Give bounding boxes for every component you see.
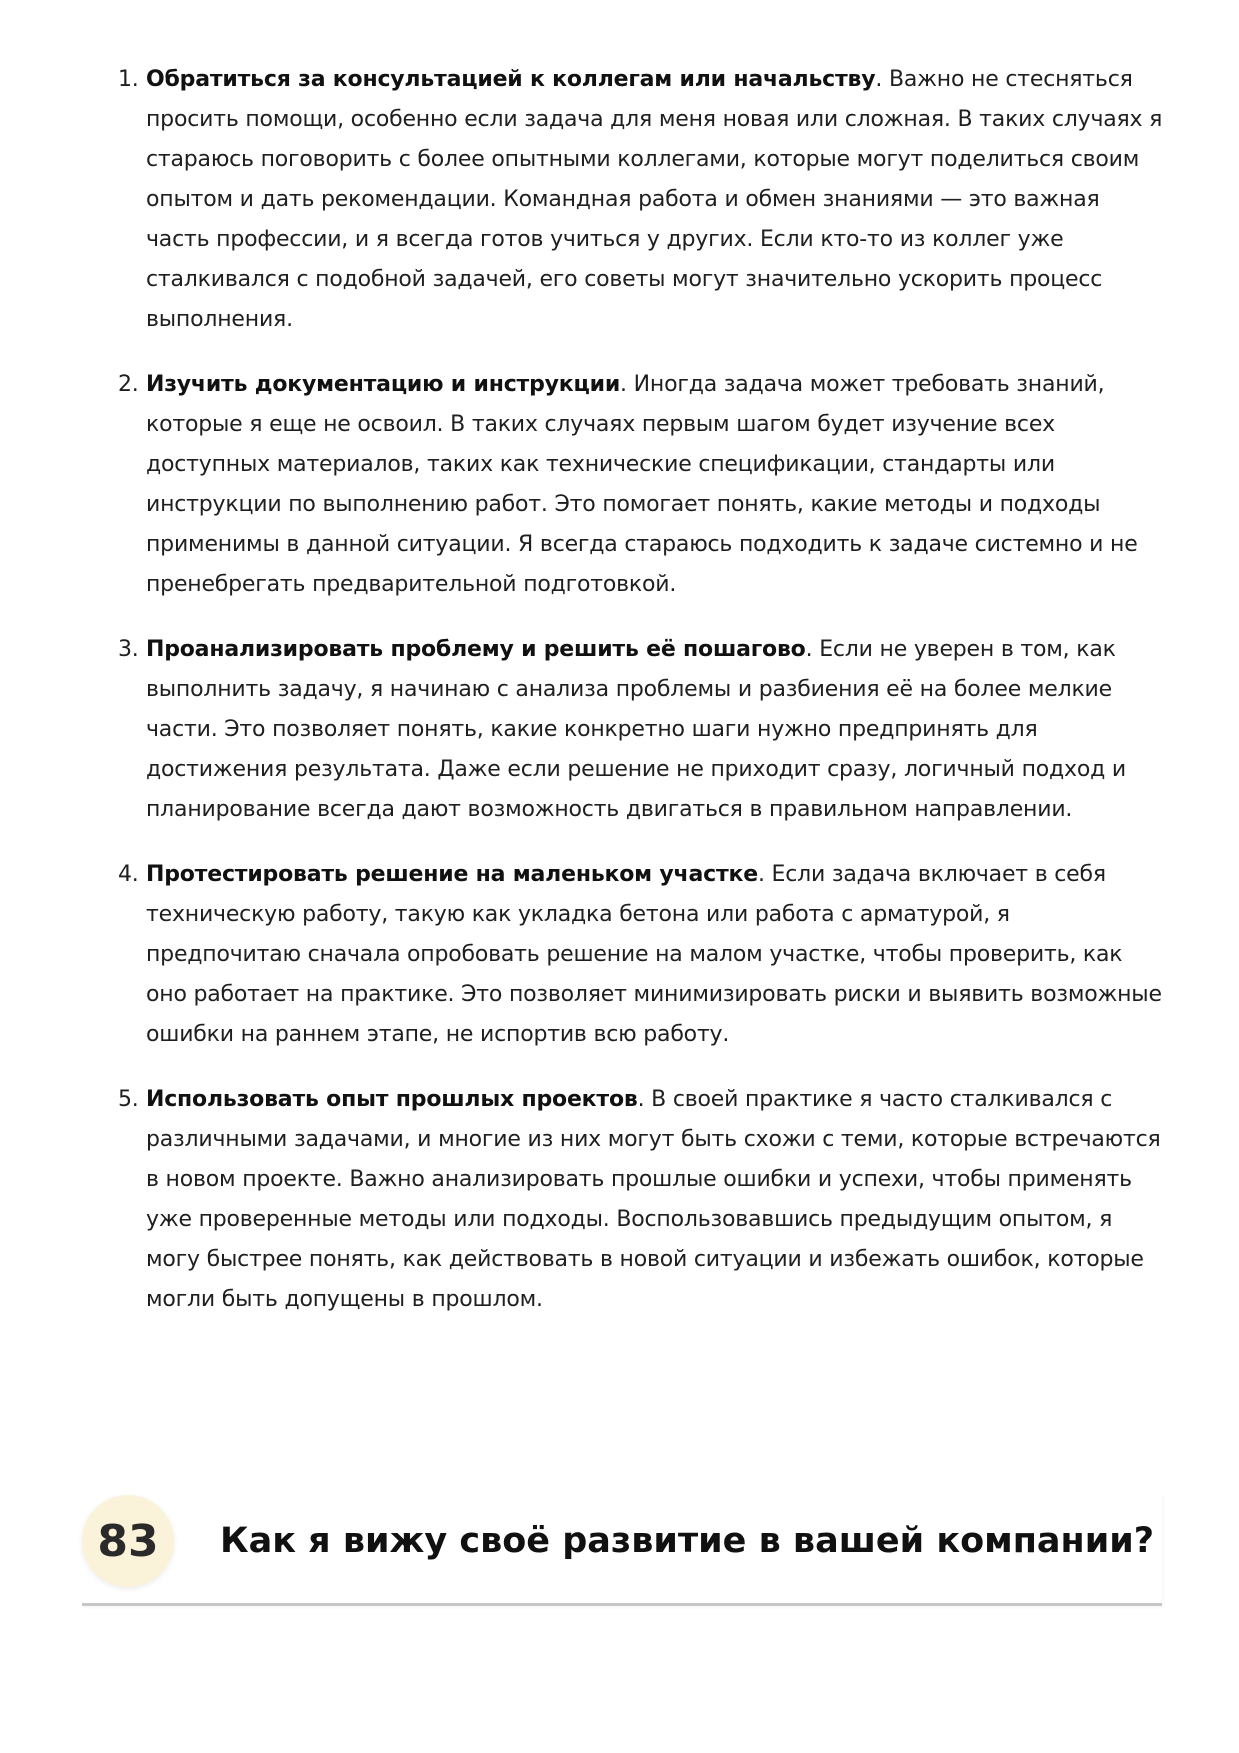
list-item [118,60,1166,340]
list-item-number: 3. [118,637,139,662]
list-item-title: Протестировать решение на маленьком участке [146,862,758,887]
list-item-number: 1. [118,67,139,92]
list-item-title: Изучить документацию и инструкции [146,372,621,397]
list-item-text: . В своей практике я часто сталкивался с различными задачами, и многие из них могут быть схожи с теми, которые встречаются в новом проекте. Важно анализировать прошлые ошибки и успехи, чтобы применять уже проверенные методы или подходы. Воспользовавшись предыдущим опытом, я могу быстрее понять, как действовать в новой ситуации и избежать ошибок, которые могли быть допущены в прошлом. [146,1087,1161,1312]
answer-list [118,60,1166,1320]
question-number-badge: 83 [82,1495,174,1587]
list-item-number: 5. [118,1087,139,1112]
list-item-text: . Если не уверен в том, как выполнить задачу, я начинаю с анализа проблемы и разбиения её на более мелкие части. Это позволяет понять, какие конкретно шаги нужно предпринять для достижения результата. Даже если решение не приходит сразу, логичный подход и планирование всегда дают возможность двигаться в правильном направлении. [146,637,1127,822]
list-item-number: 2. [118,372,139,397]
answer-content [118,60,1166,1345]
list-item-number: 4. [118,862,139,887]
list-item-title: Использовать опыт прошлых проектов [146,1087,638,1112]
list-item-title: Обратиться за консультацией к коллегам или начальству [146,67,876,92]
list-item-title: Проанализировать проблему и решить её пошагово [146,637,806,662]
list-item-text: . Важно не стесняться просить помощи, особенно если задача для меня новая или сложная. В таких случаях я стараюсь поговорить с более опытными коллегами, которые могут поделиться своим опытом и дать рекомендации. Командная работа и обмен знаниями — это важная часть профессии, и я всегда готов учиться у других. Если кто-то из коллег уже сталкивался с подобной задачей, его советы могут значительно ускорить процесс выполнения. [146,67,1163,332]
list-item [118,630,1166,830]
question-title: Как я вижу своё развитие в вашей компании? [220,1521,1155,1561]
list-item-text: . Иногда задача может требовать знаний, которые я еще не освоил. В таких случаях первым шагом будет изучение всех доступных материалов, таких как технические спецификации, стандарты или инструкции по выполнению работ. Это помогает понять, какие методы и подходы применимы в данной ситуации. Я всегда стараюсь подходить к задаче системно и не пренебрегать предварительной подготовкой. [146,372,1138,597]
list-item [118,1080,1166,1320]
question-header [82,1495,1162,1606]
list-item-text: . Если задача включает в себя техническую работу, такую как укладка бетона или работа с арматурой, я предпочитаю сначала опробовать решение на малом участке, чтобы проверить, как оно работает на практике. Это позволяет минимизировать риски и выявить возможные ошибки на раннем этапе, не испортив всю работу. [146,862,1162,1047]
list-item [118,365,1166,605]
list-item [118,855,1166,1055]
